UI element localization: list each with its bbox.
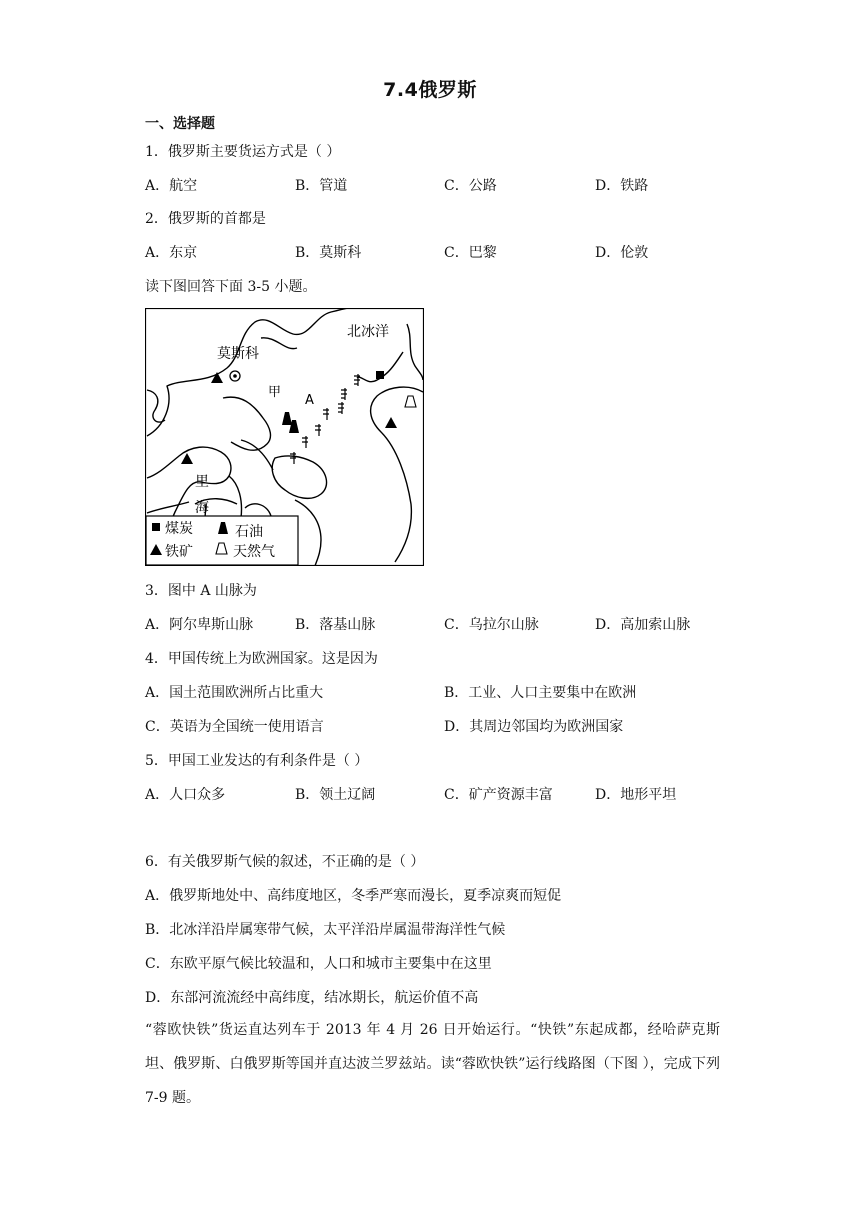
map-label-li: 里 <box>195 474 209 490</box>
question-6-stem: 6．有关俄罗斯气候的叙述，不正确的是（ ） <box>145 854 425 870</box>
q2-option-c: C．巴黎 <box>444 245 497 261</box>
q4-option-c: C．英语为全国统一使用语言 <box>145 719 324 735</box>
intro-7-9: “蓉欧快铁”货运直达列车于 2013 年 4 月 26 日开始运行。“快铁”东起成都，经哈萨克斯坦、俄罗斯、白俄罗斯等国并直达波兰罗兹站。读“蓉欧快铁”运行线路图（下图 ），完成下列 7-9 题。 <box>145 1022 720 1106</box>
legend-oil: 石油 <box>235 524 263 540</box>
q5-option-b: B．领土辽阔 <box>295 787 376 803</box>
map-label-jia: 甲 <box>268 385 282 400</box>
question-2-stem: 2．俄罗斯的首都是 <box>145 211 266 227</box>
map-label-arctic: 北冰洋 <box>347 324 389 340</box>
q3-option-d: D．高加索山脉 <box>595 617 691 633</box>
legend-gas: 天然气 <box>233 544 275 560</box>
q1-option-d: D．铁路 <box>595 178 649 194</box>
q6-option-c: C．东欧平原气候比较温和，人口和城市主要集中在这里 <box>145 956 492 972</box>
legend-iron: 铁矿 <box>165 544 193 560</box>
map-label-moscow: 莫斯科 <box>217 346 259 362</box>
question-1-stem: 1．俄罗斯主要货运方式是（ ） <box>145 144 341 160</box>
q4-option-a: A．国土范围欧洲所占比重大 <box>145 685 324 701</box>
q6-option-a: A．俄罗斯地处中、高纬度地区，冬季严寒而漫长，夏季凉爽而短促 <box>145 888 562 904</box>
q2-option-b: B．莫斯科 <box>295 245 362 261</box>
q6-option-b: B．北冰洋沿岸属寒带气候，太平洋沿岸属温带海洋性气候 <box>145 922 506 938</box>
question-5-stem: 5．甲国工业发达的有利条件是（ ） <box>145 753 369 769</box>
page-title: 7.4俄罗斯 <box>383 79 477 101</box>
q3-option-b: B．落基山脉 <box>295 617 376 633</box>
legend-coal: 煤炭 <box>165 521 193 537</box>
map-label-a: A <box>305 393 314 408</box>
section-heading: 一、选择题 <box>145 116 215 132</box>
map-legend <box>146 516 298 565</box>
q2-option-a: A．东京 <box>145 245 198 261</box>
intro-3-5: 读下图回答下面 3-5 小题。 <box>145 279 317 295</box>
q3-option-a: A．阿尔卑斯山脉 <box>145 617 254 633</box>
q1-option-a: A．航空 <box>145 178 198 194</box>
q6-option-d: D．东部河流流经中高纬度，结冰期长，航运价值不高 <box>145 990 479 1006</box>
question-3-stem: 3．图中 A 山脉为 <box>145 583 257 599</box>
q5-option-c: C．矿产资源丰富 <box>444 787 553 803</box>
q4-option-b: B．工业、人口主要集中在欧洲 <box>444 685 637 701</box>
q4-option-d: D．其周边邻国均为欧洲国家 <box>444 719 624 735</box>
question-4-stem: 4．甲国传统上为欧洲国家。这是因为 <box>145 651 378 667</box>
q5-option-a: A．人口众多 <box>145 787 226 803</box>
q1-option-b: B．管道 <box>295 178 348 194</box>
map-label-hai: 海 <box>195 500 209 516</box>
q1-option-c: C．公路 <box>444 178 497 194</box>
q2-option-d: D．伦敦 <box>595 245 649 261</box>
russia-map <box>145 308 424 566</box>
q5-option-d: D．地形平坦 <box>595 787 677 803</box>
q3-option-c: C．乌拉尔山脉 <box>444 617 539 633</box>
